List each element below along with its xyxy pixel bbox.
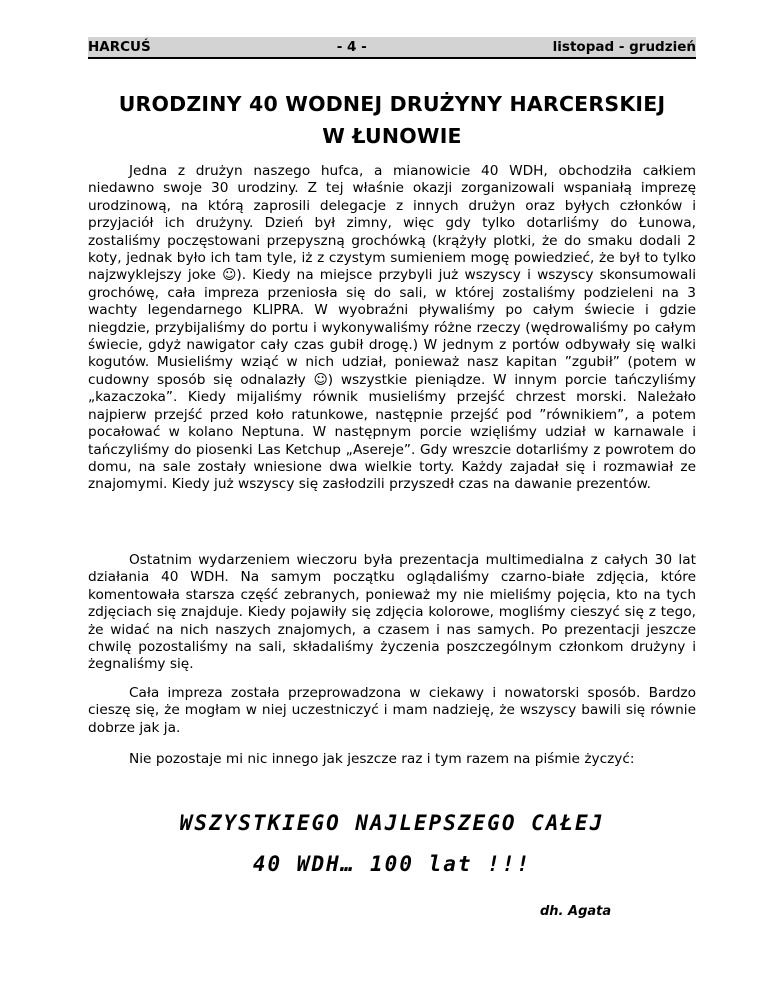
paragraph-text: Cała impreza została przeprowadzona w ciekawy i nowatorski sposób. Bardzo cieszę się, że mogłam w niej uczestniczyć i mam nadzieję, że wszyscy bawili się równie dobrze jak ja. — [88, 685, 696, 736]
paragraph-text: Jedna z drużyn naszego hufca, a mianowicie 40 WDH, obchodziła całkiem niedawno swoje 30 urodziny. Z tej właśnie okazji zorganizowali wspaniałą imprezę urodzinową, na którą zaprosili delegacje z innych drużyn oraz byłych członków i przyjaciół ich drużyny. Dzień był zimny, więc gdy tylko dotarliśmy do Łunowa, zostaliśmy poczęstowani przepyszną grochówką (krążyły plotki, że do smaku dodali 2 koty, jednak było ich tam tyle, iż z czystym sumieniem mogę powiedzieć, że był to tylko najzwyklejszy joke ☺). Kiedy na miejsce przybyli już wszyscy i wszyscy skonsumowali grochówę, cała impreza przeniosła się do sali, w której zostaliśmy podzieleni na 3 wachty legendarnego KLIPRA. W wyobraźni pływaliśmy po całym świecie i gdzie niegdzie, przybijaliśmy do portu i wykonywaliśmy różne rzeczy (wędrowaliśmy po całym świecie, gdyż nawigator cały czas gubił drogę.) W jednym z portów odbywały się walki kogutów. Musieliśmy wziąć w nich udział, ponieważ nasz kapitan ”zgubił” (potem w cudowny sposób się odnalazły ☺) wszystkie pieniądze. W innym porcie tańczyliśmy „kazaczoka”. Kiedy mijaliśmy równik musieliśmy przejść chrzest morski. Należało najpierw przejść przed koło ratunkowe, następnie przejść pod ”równikiem”, a potem pocałować w kolano Neptuna. W następnym porcie wzięliśmy udział w karnawale i tańczyliśmy do piosenki Las Ketchup „Asereje”. Gdy wreszcie dotarliśmy z powrotem do domu, na sale zostały wniesione dwa wielkie torty. Każdy zajadał się i rozmawiał ze znajomymi. Kiedy już wszyscy się zasłodzili przyszedł czas na dawanie prezentów. — [88, 163, 696, 493]
wish-line-1: WSZYSTKIEGO NAJLEPSZEGO CAŁEJ — [179, 811, 605, 835]
article-paragraph-3 — [88, 685, 696, 737]
paragraph-text: Ostatnim wydarzeniem wieczoru była prezentacja multimedialna z całych 30 lat działania 40 WDH. Na samym początku oglądaliśmy czarno-białe zdjęcia, które komentowała starsza część zebranych, ponieważ my nie mieliśmy pojęcia, kto na tych zdjęciach się znajduje. Kiedy pojawiły się zdjęcia kolorowe, mogliśmy cieszyć się z tego, że widać na nich naszych znajomych, a czasem i nas samych. Po prezentacji jeszcze chwilę pozostaliśmy na sali, składaliśmy życzenia poszczególnym członkom drużyny i żegnaliśmy się. — [88, 552, 696, 673]
header-page-number: - 4 - — [336, 39, 367, 55]
wish-line-2: 40 WDH… 100 lat !!! — [252, 852, 532, 876]
page-header — [88, 37, 696, 59]
article-paragraph-4 — [88, 751, 696, 768]
article-paragraph-1 — [88, 163, 696, 494]
header-issue-date: listopad - grudzień — [552, 39, 696, 55]
article-title-line-1: URODZINY 40 WODNEJ DRUŻYNY HARCERSKIEJ — [118, 92, 666, 116]
article-title-line-2: W ŁUNOWIE — [322, 124, 462, 148]
header-publication-name: HARCUŚ — [88, 39, 151, 55]
author-signature: dh. Agata — [540, 904, 612, 919]
article-paragraph-2 — [88, 552, 696, 674]
paragraph-text: Nie pozostaje mi nic innego jak jeszcze raz i tym razem na piśmie życzyć: — [129, 751, 635, 767]
